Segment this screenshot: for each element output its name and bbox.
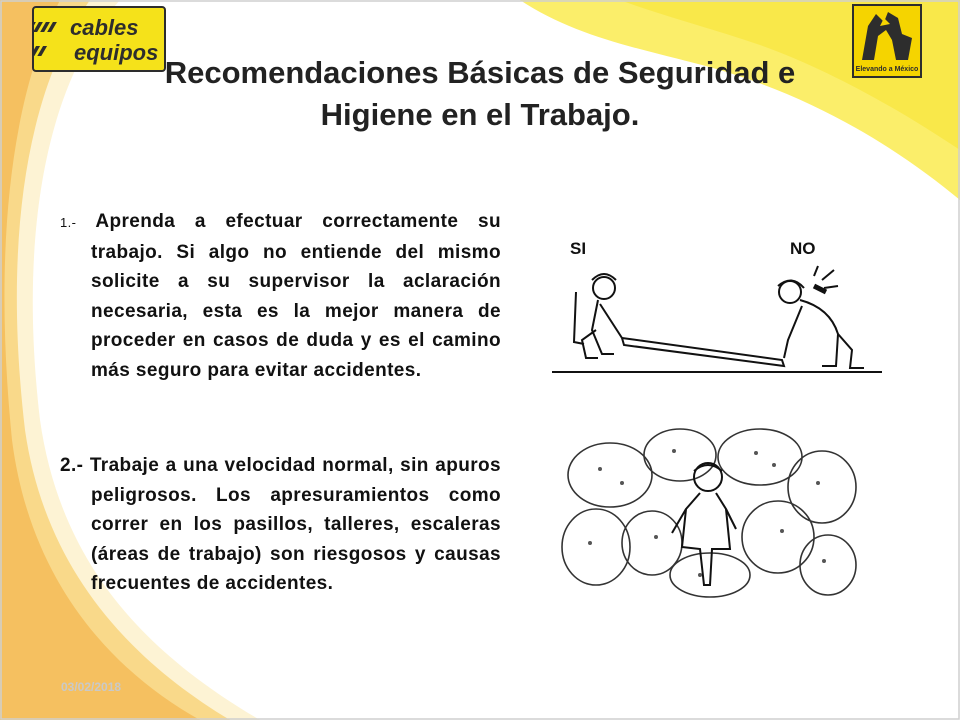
item-text: Trabaje a una velocidad normal, sin apuros peligrosos. Los apresuramientos como correr en los pasillos, talleres, escaleras (áreas de trabajo) son riesgosos y causas frecuentes de accidentes. [89,455,501,594]
label-no: NO [790,239,816,258]
slide-title [60,52,900,136]
svg-text:Elevando a México: Elevando a México [855,66,919,73]
title-line-1: Recomendaciones Básicas de Seguridad e [164,55,796,90]
recommendation-1 [60,207,501,385]
item-number: 2.- [60,455,84,476]
item-number: 1.- [60,215,77,230]
hurried-worker-illustration [560,425,860,600]
label-si: SI [570,239,587,258]
title-line-2: Higiene en el Trabajo. [320,97,640,132]
lifting-posture-illustration [552,230,882,376]
item-text: Aprenda a efectuar correctamente su trabajo. Si algo no entiende del mismo solicite a su supervisor la aclaración necesaria, esta es la mejor manera de proceder en casos de duda y es el camino más seguro para evitar accidentes. [91,211,501,381]
footer-date: 03/02/2018 [61,680,122,694]
recommendation-2 [60,451,501,599]
svg-text:equipos: equipos [74,40,159,65]
svg-text:cables: cables [70,15,139,40]
